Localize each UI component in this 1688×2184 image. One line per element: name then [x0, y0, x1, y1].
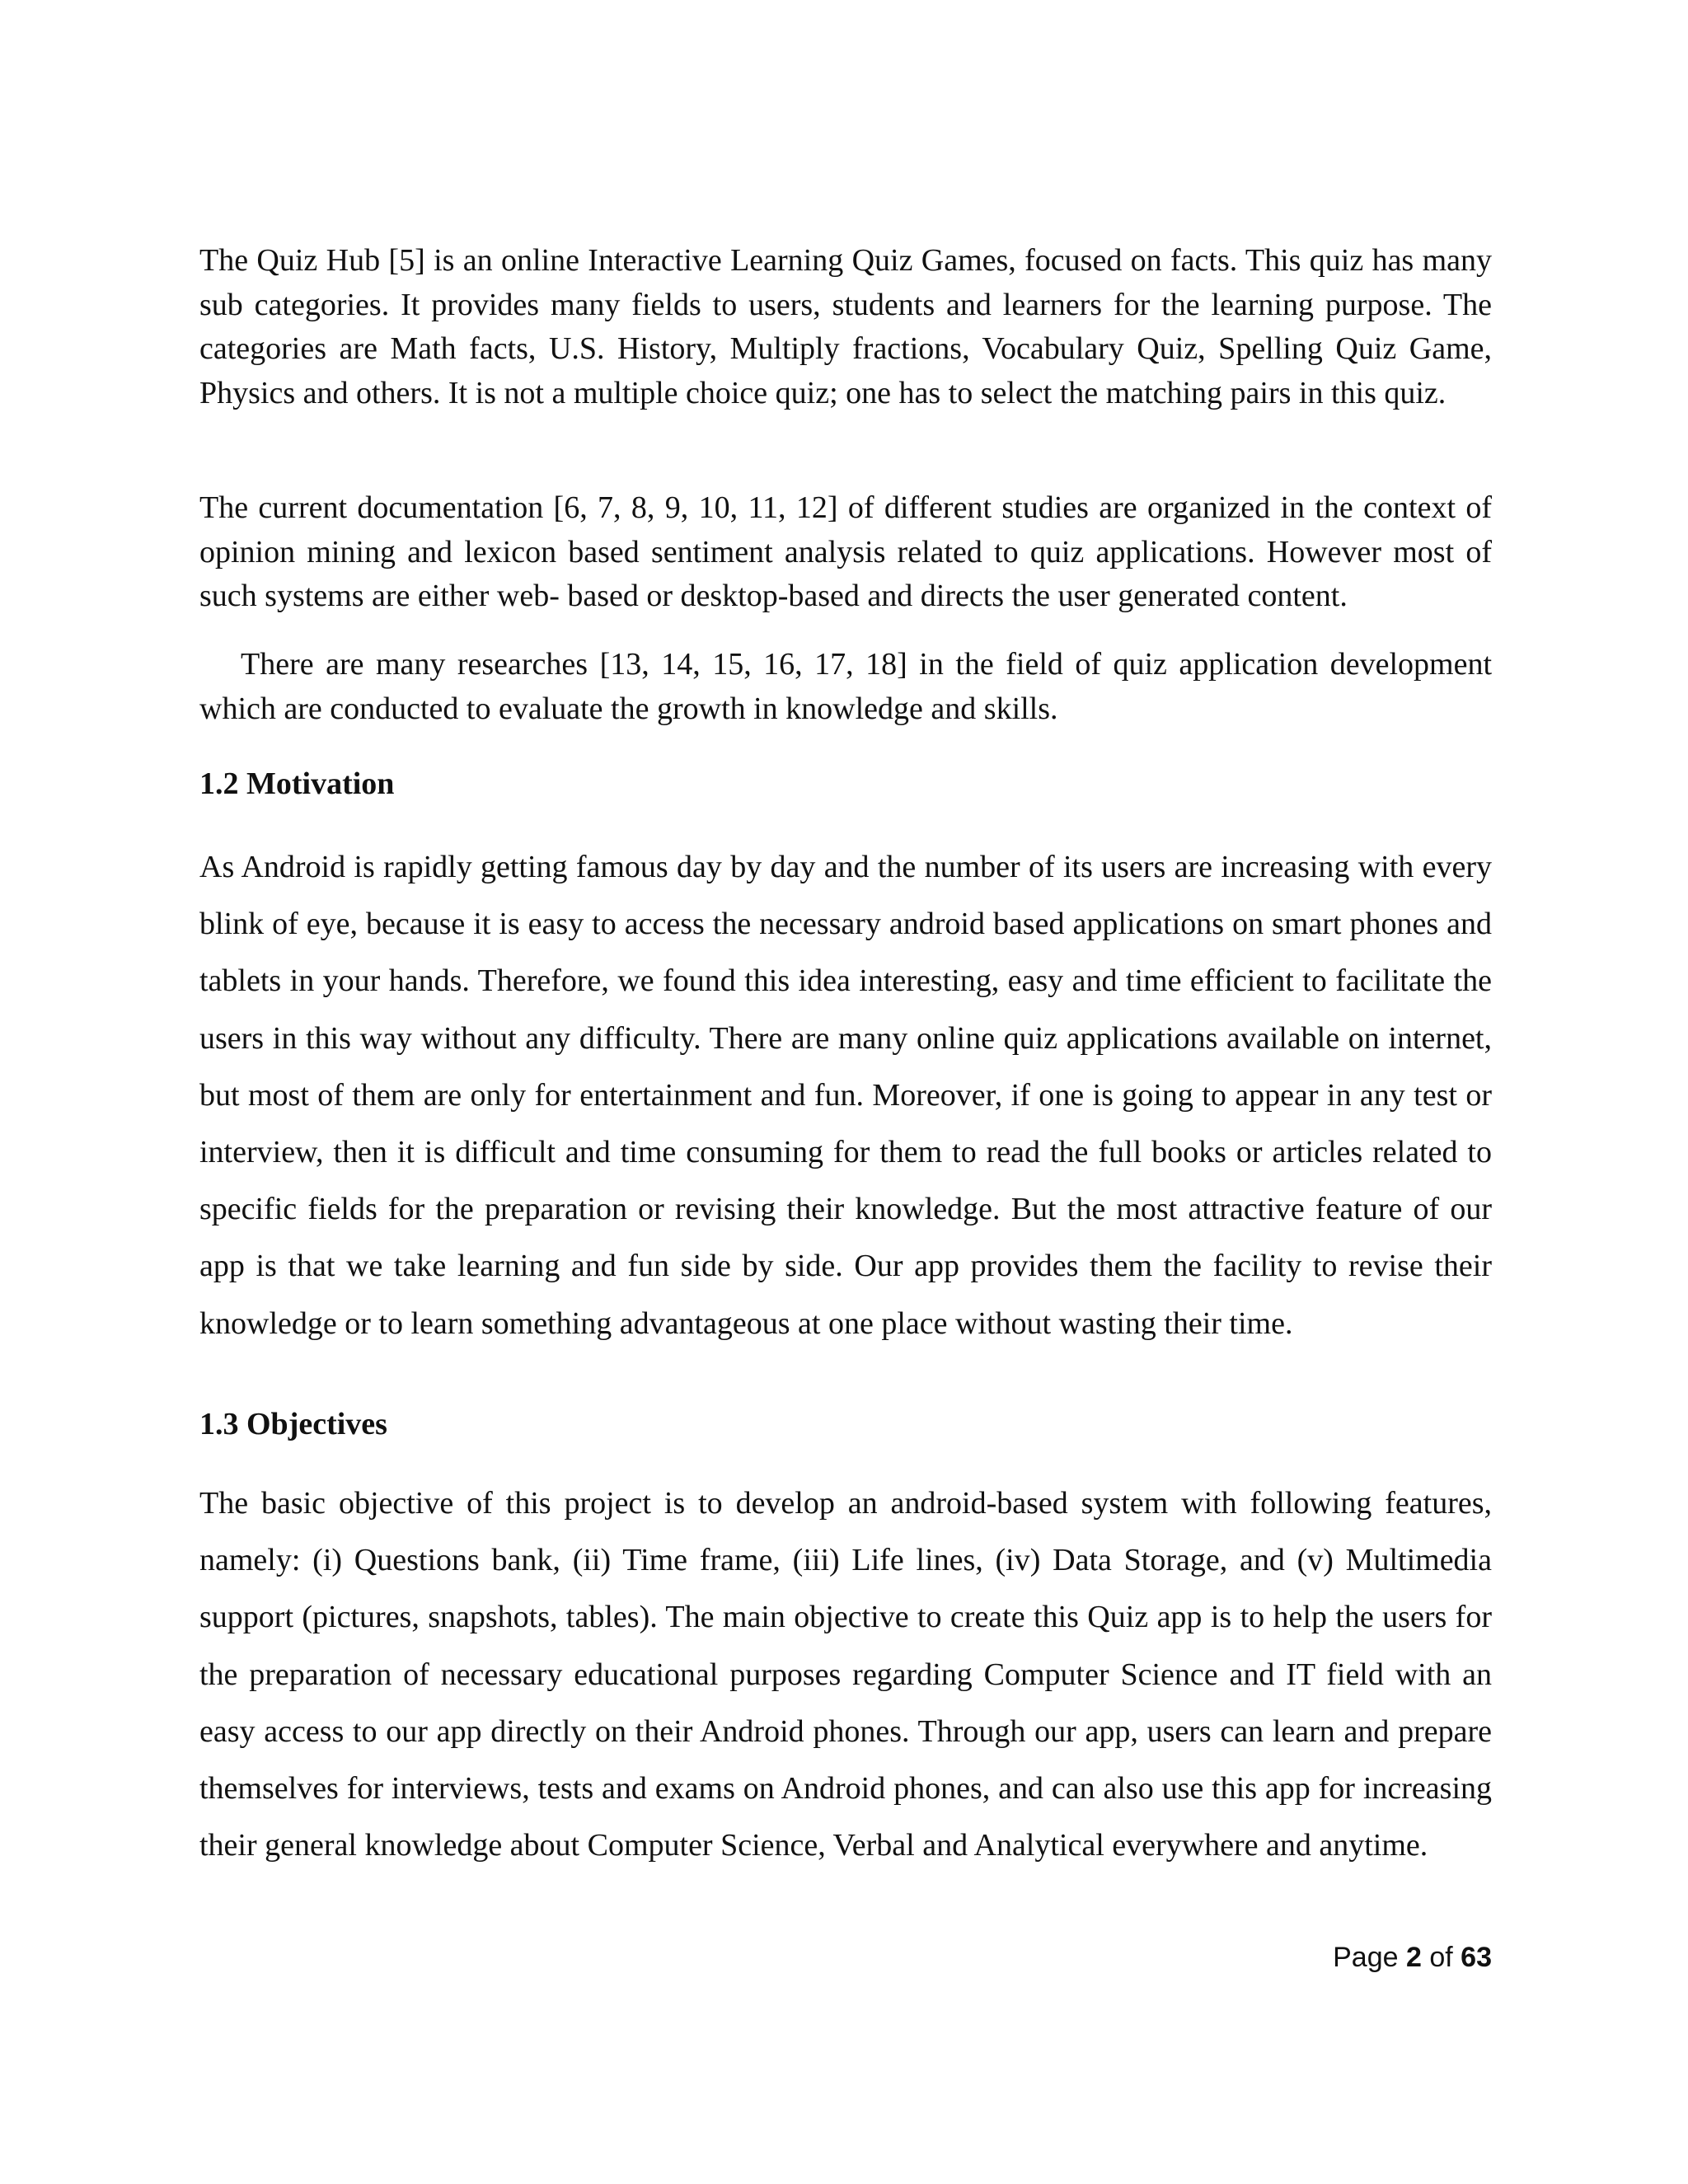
page-label: Page [1333, 1942, 1399, 1973]
paragraph-quiz-hub: The Quiz Hub [5] is an online Interactive Learning Quiz Games, focused on facts. This quiz has many sub categories. It provides many fields to users, students and learners for the learning purpose. The categories are Math facts, U.S. History, Multiply fractions, Vocabulary Quiz, Spelling Quiz Game, Physics and others. It is not a multiple choice quiz; one has to select the matching pairs in this quiz. [199, 243, 1492, 410]
heading-motivation: 1.2 Motivation [199, 766, 395, 801]
total-pages-number: 63 [1461, 1942, 1492, 1973]
paragraph-motivation: As Android is rapidly getting famous day by day and the number of its users are increasing with every blink of eye, because it is easy to access the necessary android based applications on smart phones and tablets in your hands. Therefore, we found this idea interesting, easy and time efficient to facilitate the users in this way without any difficulty. There are many online quiz applications available on internet, but most of them are only for entertainment and fun. Moreover, if one is going to appear in any test or interview, then it is difficult and time consuming for them to read the full books or articles related to specific fields for the preparation or revising their knowledge. But the most attractive feature of our app is that we take learning and fun side by side. Our app provides them the facility to revise their knowledge or to learn something advantageous at one place without wasting their time. [199, 850, 1492, 1341]
page-number-footer [1333, 1937, 1492, 1978]
paragraph-objectives: The basic objective of this project is to develop an android-based system with following features, namely: (i) Questions bank, (ii) Time frame, (iii) Life lines, (iv) Data Storage, and (v) Multimedia support (pictures, snapshots, tables). The main objective to create this Quiz app is to help the users for the preparation of necessary educational purposes regarding Computer Science and IT field with an easy access to our app directly on their Android phones. Through our app, users can learn and prepare themselves for interviews, tests and exams on Android phones, and can also use this app for increasing their general knowledge about Computer Science, Verbal and Analytical everywhere and anytime. [199, 1486, 1492, 1863]
paragraph-researches: There are many researches [13, 14, 15, 16, 17, 18] in the field of quiz application development which are conducted to evaluate the growth in knowledge and skills. [199, 647, 1492, 726]
of-label: of [1429, 1942, 1453, 1973]
current-page-number: 2 [1405, 1942, 1422, 1973]
paragraph-current-documentation: The current documentation [6, 7, 8, 9, 10, 11, 12] of different studies are organized in the context of opinion mining and lexicon based sentiment analysis related to quiz applications. However most of such systems are either web- based or desktop-based and directs the user generated content. [199, 490, 1492, 613]
heading-objectives: 1.3 Objectives [199, 1407, 387, 1441]
